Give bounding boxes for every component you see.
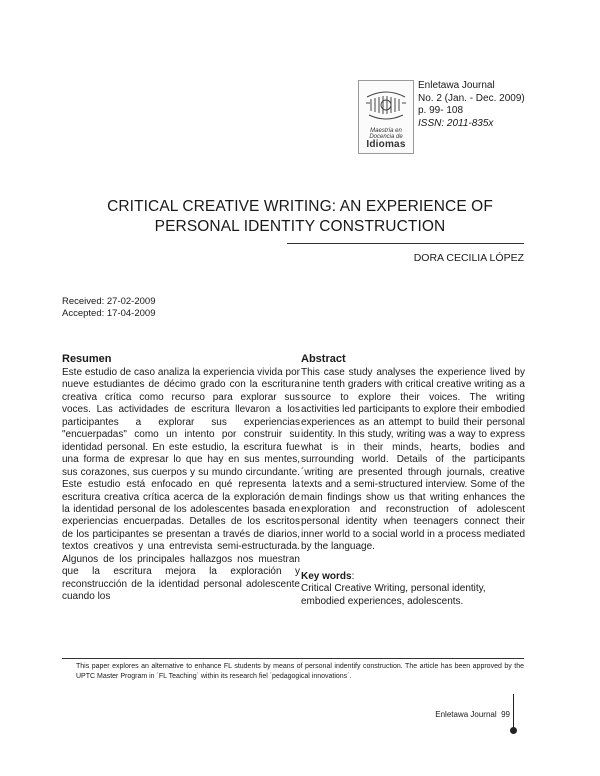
page-number: 99 (501, 710, 510, 719)
abstract-heading: Abstract (301, 353, 346, 365)
journal-issn: ISSN: 2011-835x (418, 117, 494, 129)
accepted-date: Accepted: 17-04-2009 (62, 308, 156, 319)
resumen-section (62, 352, 300, 604)
title-divider (287, 243, 524, 244)
title-line-2: PERSONAL IDENTITY CONSTRUCTION (154, 218, 446, 235)
footnote: This paper explores an alternative to enhance FL students by means of personal indentify construction. The article has been approved by the UPTC Master Program in ´FL Teaching´ within its research fiel ´pedagogical innovations´. (76, 663, 524, 680)
journal-issue: No. 2 (Jan. - Dec. 2009) (418, 92, 525, 104)
journal-info (418, 80, 525, 130)
journal-name: Enletawa Journal (418, 80, 495, 91)
page-marker-dot (510, 727, 517, 734)
resumen-text: Este estudio de caso analiza la experiencia vivida por nueve estudiantes de décimo grado con la escritura creativa crítica como recurso para explorar sus voces. Las actividades de escritura llevaron a los participantes a explorar sus experiencias "encuerpadas" como un intento por construir su identidad personal. En este estudio, la escritura fue una forma de expresar lo que hay en sus mentes, sus corazones, sus cuerpos y su mundo circundante. Este estudio está enfocado en qué representa la escritura creativa crítica acerca de la exploración de la identidad personal de los adolescentes basada en experiencias encuerpadas. Detalles de los escritos de los participantes se presentan a través de diarios, textos creativos y una entrevista semi-estructurada. Algunos de los principales hallazgos nos muestran que la escritura mejora la exploración y reconstrucción de la identidad personal adolescente cuando los (62, 367, 300, 603)
journal-pages: p. 99- 108 (418, 105, 464, 116)
keywords-heading (301, 571, 525, 583)
abstract-section (301, 352, 525, 608)
page-footer (435, 710, 510, 719)
logo-line-1: Maestría en (370, 128, 402, 134)
article-title (60, 197, 540, 237)
logo-line-3: Idiomas (366, 139, 406, 150)
keywords-text: Critical Creative Writing, personal identity, embodied experiences, adolescents. (301, 583, 486, 607)
page-marker-line (513, 694, 514, 730)
keywords-colon: : (351, 570, 355, 582)
article-dates (62, 296, 155, 320)
footer-journal: Enletawa Journal (435, 710, 497, 719)
journal-logo (358, 80, 414, 154)
resumen-heading: Resumen (62, 353, 112, 365)
abstract-text: This case study analyses the experience lived by nine tenth graders with critical creative writing as a source to explore their voices. The writing activities led participants to explore their embodied experiences as an attempt to build their personal identity. In this study, writing was a way to express what is in their minds, hearts, bodies and surrounding world. Details of the participants´writing are presented through journals, creative texts and a semi-structured interview. Some of the main findings show us that writing enhances the exploration and reconstruction of adolescent personal identity when teenagers connect their inner world to a social world in a process mediated by the language. (301, 367, 526, 553)
received-date: Received: 27-02-2009 (62, 296, 156, 307)
title-line-1: CRITICAL CREATIVE WRITING: AN EXPERIENCE OF (107, 198, 493, 215)
footnote-divider (62, 658, 524, 659)
keywords-label: Key words (301, 570, 352, 582)
logo-emblem-icon (363, 85, 409, 125)
author-name: DORA CECILIA LÓPEZ (413, 252, 524, 264)
logo-line-2: Docencia de (369, 134, 403, 140)
